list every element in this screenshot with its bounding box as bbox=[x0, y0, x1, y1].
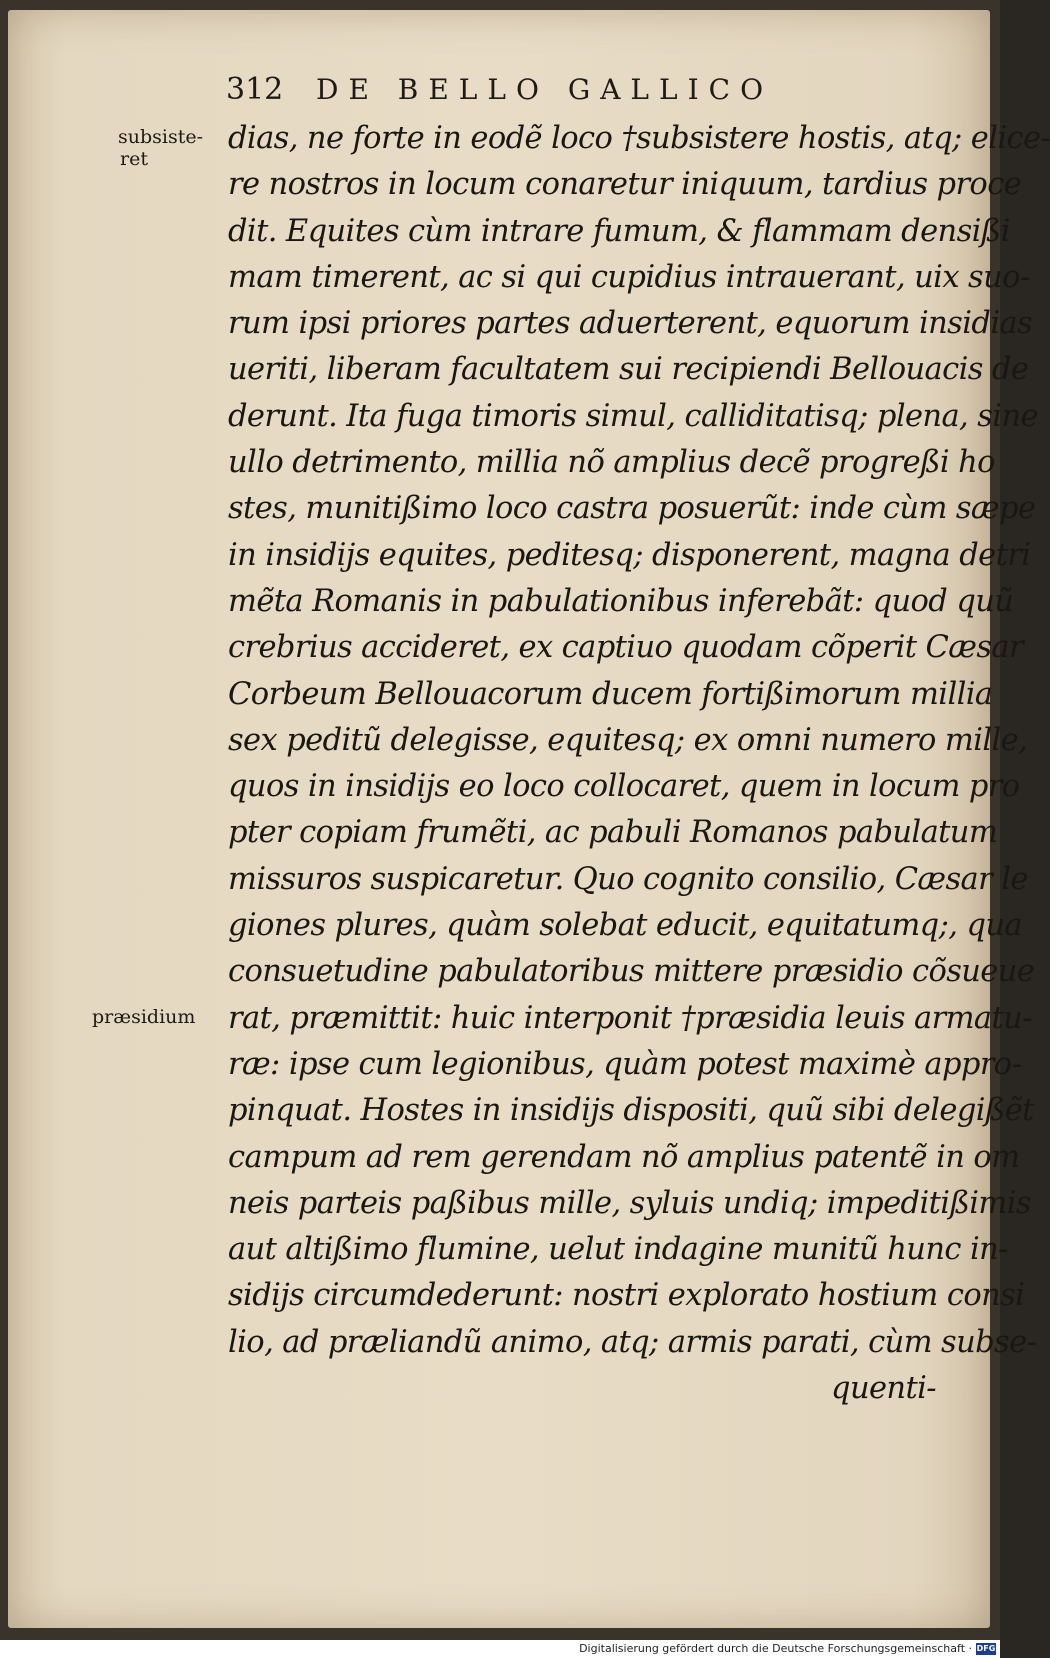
text-line: crebrius accideret, ex captiuo quodam cõperit Cæsar bbox=[228, 630, 1023, 666]
book-page bbox=[8, 10, 1050, 1628]
text-line: mam timerent, ac si qui cupidius intrauerant, uix suo- bbox=[228, 259, 1030, 295]
text-line: Corbeum Bellouacorum ducem fortißimorum millia bbox=[228, 676, 993, 712]
margin-note-line: præsidium bbox=[92, 1006, 196, 1028]
margin-note-praesidium bbox=[92, 1006, 195, 1028]
text-line: neis parteis paßibus mille, syluis undiq; impeditißimis bbox=[228, 1185, 1031, 1221]
text-line: dit. Equites cùm intrare fumum, & flammam densißi bbox=[228, 213, 1010, 249]
text-line: dias, ne forte in eodẽ loco †subsistere hostis, atq; elice- bbox=[228, 121, 1050, 156]
text-line: consuetudine pabulatoribus mittere præsidio cõsueue bbox=[228, 954, 1035, 990]
text-line: ullo detrimento, millia nõ amplius decẽ progreßi ho bbox=[228, 445, 995, 481]
text-line: quos in insidijs eo loco collocaret, quem in locum pro bbox=[228, 769, 1020, 805]
text-line: giones plures, quàm solebat educit, equitatumq;, qua bbox=[228, 908, 1022, 944]
body-text bbox=[228, 116, 1050, 1412]
text-line: rum ipsi priores partes aduerterent, equorum insidias bbox=[228, 306, 1033, 342]
text-line: pter copiam frumẽti, ac pabuli Romanos pabulatum bbox=[228, 815, 998, 851]
text-line: rat, præmittit: huic interponit †præsidia leuis armatu- bbox=[228, 1000, 1032, 1036]
text-line: re nostros in locum conaretur iniquum, tardius proce bbox=[228, 167, 1022, 203]
text-line: mẽta Romanis in pabulationibus inferebãt: quod quũ bbox=[228, 583, 1014, 619]
page-header bbox=[226, 72, 806, 107]
funding-credit: Digitalisierung gefördert durch die Deutsche Forschungsgemeinschaft · bbox=[579, 1642, 972, 1655]
text-line: derunt. Ita fuga timoris simul, calliditatisq; plena, sine bbox=[228, 398, 1038, 434]
text-line: aut altißimo flumine, uelut indagine munitũ hunc in- bbox=[228, 1232, 1008, 1268]
text-line: sidijs circumdederunt: nostri explorato hostium consi bbox=[228, 1278, 1025, 1314]
text-line: stes, munitißimo loco castra posuerũt: inde cùm sæpe bbox=[228, 491, 1036, 527]
text-line: sex peditũ delegisse, equitesq; ex omni numero mille, bbox=[228, 722, 1028, 758]
page-number: 312 bbox=[226, 72, 284, 107]
text-line: in insidijs equites, peditesq; disponerent, magna detri bbox=[228, 537, 1031, 573]
running-title: DE BELLO GALLICO bbox=[316, 73, 774, 106]
margin-note-line: subsiste- bbox=[118, 126, 204, 148]
text-line: ueriti, liberam facultatem sui recipiendi Bellouacis de bbox=[228, 352, 1029, 388]
margin-note-line: ret bbox=[120, 148, 148, 170]
text-line: ræ: ipse cum legionibus, quàm potest maximè appro- bbox=[228, 1046, 1022, 1082]
margin-note-subsisteret bbox=[118, 126, 203, 170]
footer-bar bbox=[0, 1640, 1000, 1658]
text-line: missuros suspicaretur. Quo cognito consilio, Cæsar le bbox=[228, 861, 1028, 897]
catchword: quenti- bbox=[831, 1371, 936, 1407]
dfg-logo-icon: DFG bbox=[976, 1644, 996, 1653]
text-line: lio, ad præliandũ animo, atq; armis parati, cùm subse- bbox=[228, 1324, 1037, 1360]
text-line: pinquat. Hostes in insidijs dispositi, quũ sibi delegißẽt bbox=[228, 1093, 1034, 1129]
text-line: campum ad rem gerendam nõ amplius patentẽ in om bbox=[228, 1139, 1020, 1175]
